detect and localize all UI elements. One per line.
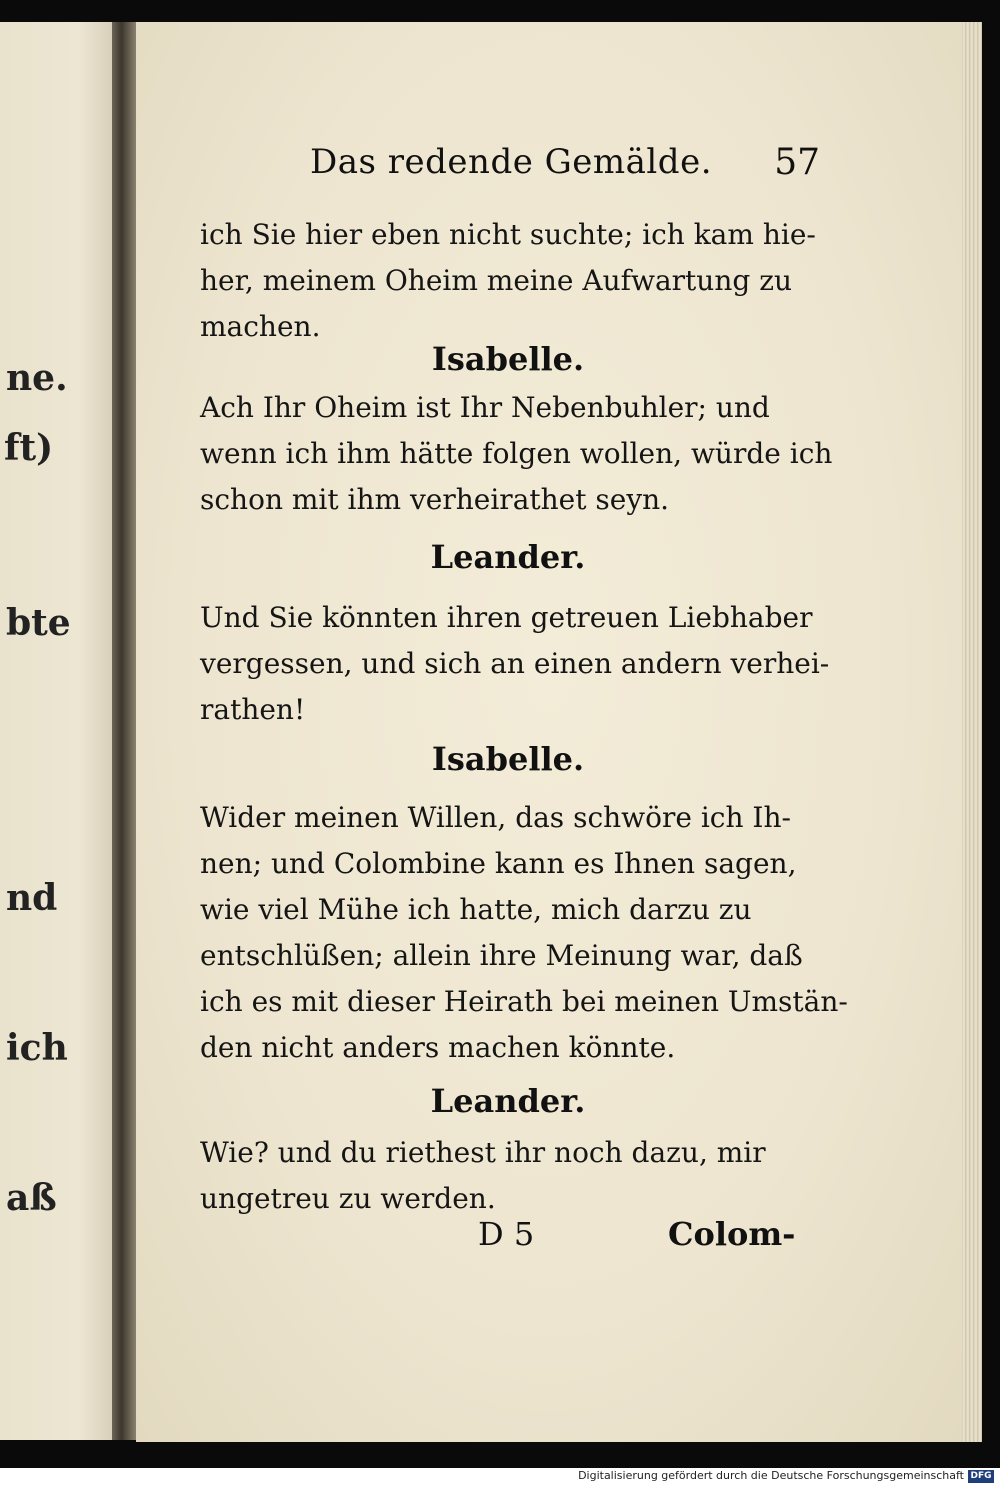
- signature-mark: D 5: [478, 1215, 535, 1253]
- dialogue-paragraph: [200, 595, 830, 733]
- left-page-edge: [0, 22, 112, 1440]
- text-line: rathen!: [200, 693, 306, 726]
- text-line: schon mit ihm verheirathet seyn.: [200, 483, 670, 516]
- running-title: Das redende Gemälde.: [310, 142, 712, 182]
- text-line: entschlüßen; allein ihre Meinung war, daß: [200, 939, 803, 972]
- speaker-name: Isabelle.: [431, 340, 585, 378]
- text-line: machen.: [200, 310, 321, 343]
- text-line: Wie? und du riethest ihr noch dazu, mir: [200, 1136, 766, 1169]
- text-line: her, meinem Oheim meine Aufwartung zu: [200, 264, 792, 297]
- left-page-fragment: aß: [6, 1177, 57, 1219]
- text-line: wie viel Mühe ich hatte, mich darzu zu: [200, 893, 752, 926]
- text-line: Ach Ihr Oheim ist Ihr Nebenbuhler; und: [200, 391, 770, 424]
- text-line: ungetreu zu werden.: [200, 1182, 496, 1215]
- catchword: Colom-: [668, 1215, 796, 1253]
- dialogue-paragraph: [200, 212, 816, 350]
- text-line: Und Sie könnten ihren getreuen Liebhaber: [200, 601, 813, 634]
- text-line: den nicht anders machen könnte.: [200, 1031, 676, 1064]
- left-page-fragment: ne.: [6, 357, 68, 399]
- speaker-name: Leander.: [430, 538, 586, 576]
- footer-bar: [0, 1468, 1000, 1485]
- left-page-fragment: bte: [6, 602, 71, 644]
- text-line: Wider meinen Willen, das schwöre ich Ih-: [200, 801, 791, 834]
- text-line: vergessen, und sich an einen andern verhei-: [200, 647, 830, 680]
- dialogue-paragraph: [200, 1130, 816, 1222]
- book-gutter: [112, 22, 136, 1440]
- page-number: 57: [774, 142, 820, 183]
- dfg-logo: DFG: [968, 1470, 994, 1483]
- dialogue-paragraph: [200, 795, 848, 1071]
- left-page-fragment: ich: [6, 1027, 68, 1069]
- text-line: wenn ich ihm hätte folgen wollen, würde ich: [200, 437, 833, 470]
- funding-credit: Digitalisierung gefördert durch die Deutsche Forschungsgemeinschaft: [578, 1469, 964, 1482]
- text-line: ich Sie hier eben nicht suchte; ich kam hie-: [200, 218, 816, 251]
- text-line: nen; und Colombine kann es Ihnen sagen,: [200, 847, 797, 880]
- page-edge: [962, 22, 982, 1442]
- speaker-name: Isabelle.: [431, 740, 585, 778]
- dialogue-paragraph: [200, 385, 833, 523]
- text-line: ich es mit dieser Heirath bei meinen Umstän-: [200, 985, 848, 1018]
- left-page-fragment: ft): [4, 427, 54, 469]
- speaker-name: Leander.: [430, 1082, 586, 1120]
- page-header: [310, 142, 820, 192]
- left-page-fragment: nd: [6, 877, 58, 919]
